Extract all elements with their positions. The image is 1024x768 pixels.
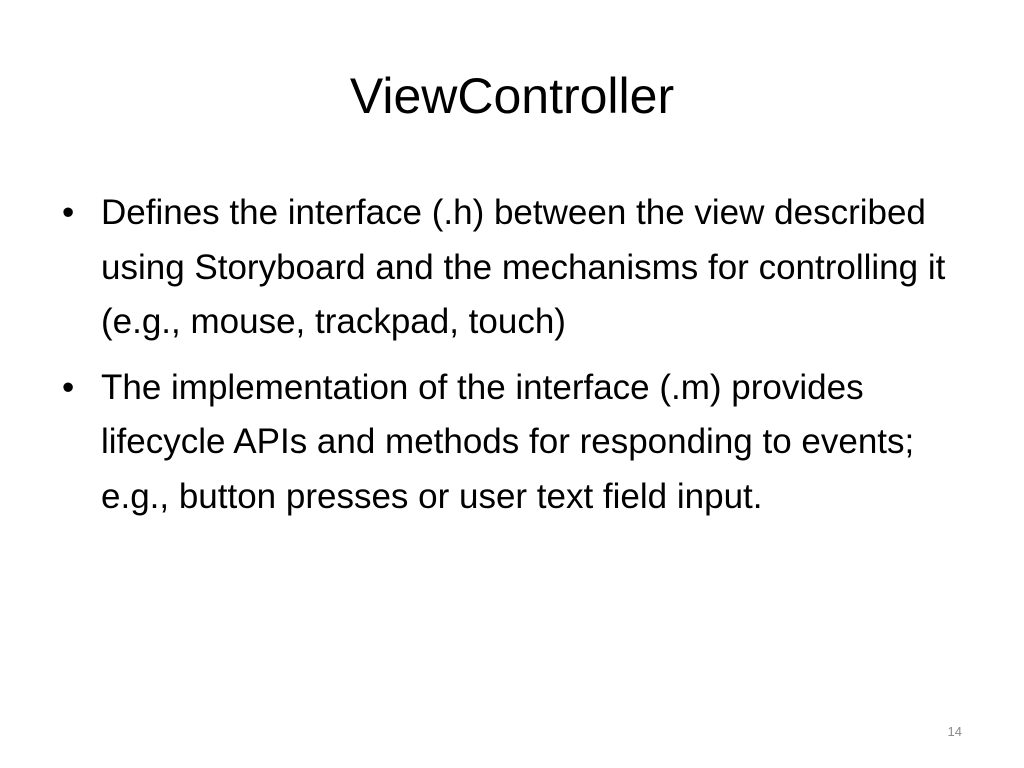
bullet-item — [62, 186, 962, 350]
bullet-dot-icon: • — [62, 193, 75, 232]
bullet-dot-icon: • — [62, 367, 75, 407]
bullet-text: The implementation of the interface (.m) provides lifecycle APIs and methods for responding to events; e.g., button presses or user text field input. — [101, 367, 915, 516]
bullet-list — [62, 186, 962, 535]
slide-number: 14 — [947, 724, 962, 739]
slide-title: ViewController — [349, 68, 675, 124]
bullet-item — [62, 361, 962, 525]
bullet-text: Defines the interface (.h) between the view described using Storyboard and the mechanisms for controlling it (e.g., mouse, trackpad, touch) — [101, 193, 946, 341]
